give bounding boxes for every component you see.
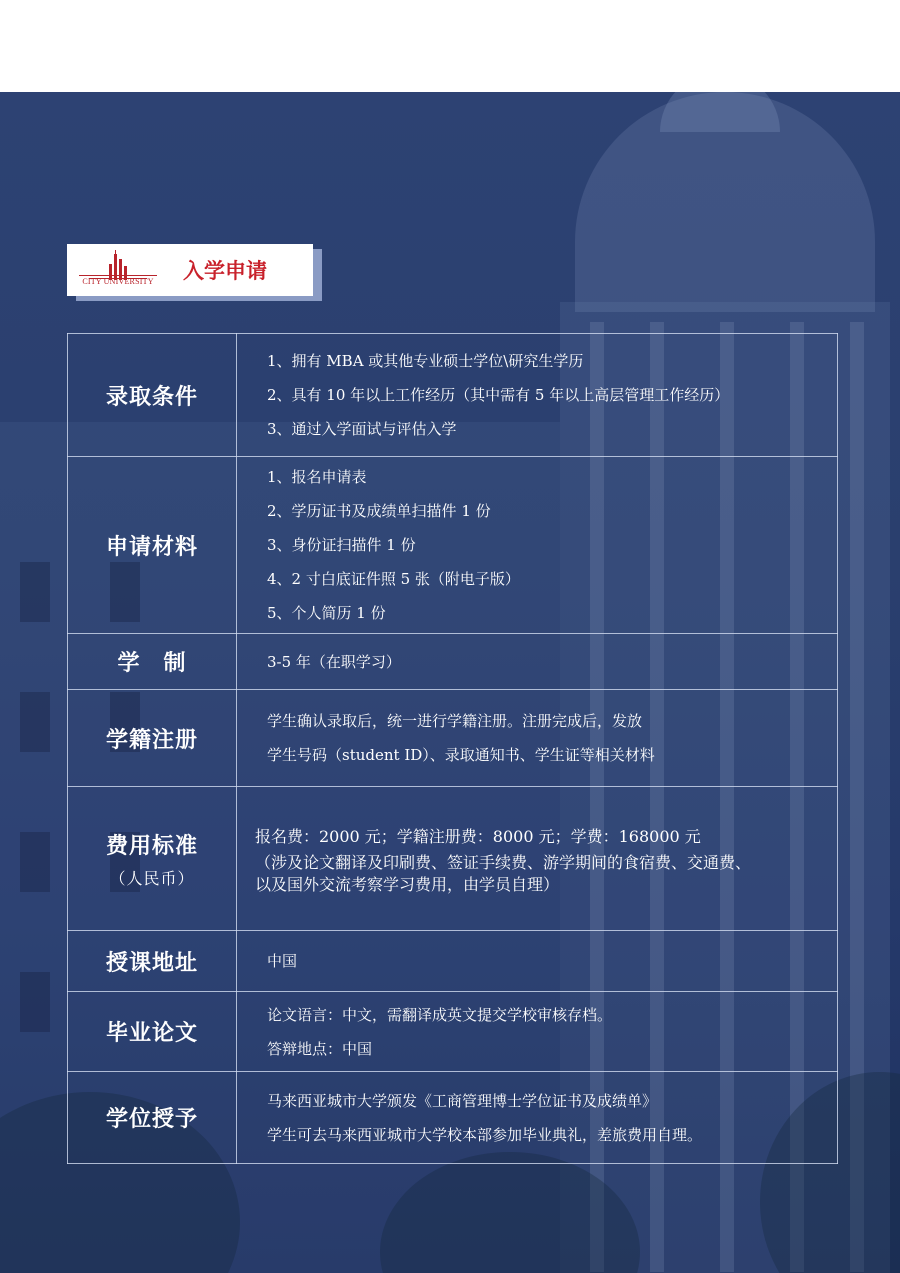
row-label: 授课地址	[68, 931, 237, 992]
row-value: 1、拥有 MBA 或其他专业硕士学位\研究生学历 2、具有 10 年以上工作经历（其中需有 5 年以上高层管理工作经历） 3、通过入学面试与评估入学	[237, 334, 838, 457]
top-margin	[0, 0, 900, 92]
row-sublabel: （人民币）	[109, 868, 195, 888]
row-label: 学籍注册	[68, 690, 237, 787]
row-label: 申请材料	[68, 457, 237, 634]
row-label: 费用标准 （人民币）	[68, 787, 237, 931]
admission-info-table	[67, 333, 838, 1164]
row-value: 3-5 年（在职学习）	[237, 634, 838, 690]
row-label: 录取条件	[68, 334, 237, 457]
row-label: 毕业论文	[68, 992, 237, 1072]
row-value: 报名费：2000 元；学籍注册费：8000 元；学费：168000 元 （涉及论文翻译及印刷费、签证手续费、游学期间的食宿费、交通费、 以及国外交流考察学习费用，由学员自理）	[237, 787, 838, 931]
table-row	[68, 931, 838, 992]
section-header	[67, 244, 313, 296]
table-row	[68, 1072, 838, 1164]
section-title: 入学申请	[183, 259, 267, 283]
row-value: 中国	[237, 931, 838, 992]
row-value: 论文语言：中文，需翻译成英文提交学校审核存档。 答辩地点：中国	[237, 992, 838, 1072]
table-row	[68, 690, 838, 787]
table-row	[68, 334, 838, 457]
table-row	[68, 634, 838, 690]
table-row	[68, 457, 838, 634]
row-label: 学 制	[68, 634, 237, 690]
city-university-logo: CITY UNIVERSITY	[79, 250, 157, 290]
row-value: 马来西亚城市大学颁发《工商管理博士学位证书及成绩单》 学生可去马来西亚城市大学校本部参加毕业典礼，差旅费用自理。	[237, 1072, 838, 1164]
table-row	[68, 787, 838, 931]
row-value: 1、报名申请表 2、学历证书及成绩单扫描件 1 份 3、身份证扫描件 1 份 4、2 寸白底证件照 5 张（附电子版） 5、个人简历 1 份	[237, 457, 838, 634]
row-value: 学生确认录取后，统一进行学籍注册。注册完成后，发放 学生号码（student ID）、录取通知书、学生证等相关材料	[237, 690, 838, 787]
row-label: 学位授予	[68, 1072, 237, 1164]
table-row	[68, 992, 838, 1072]
